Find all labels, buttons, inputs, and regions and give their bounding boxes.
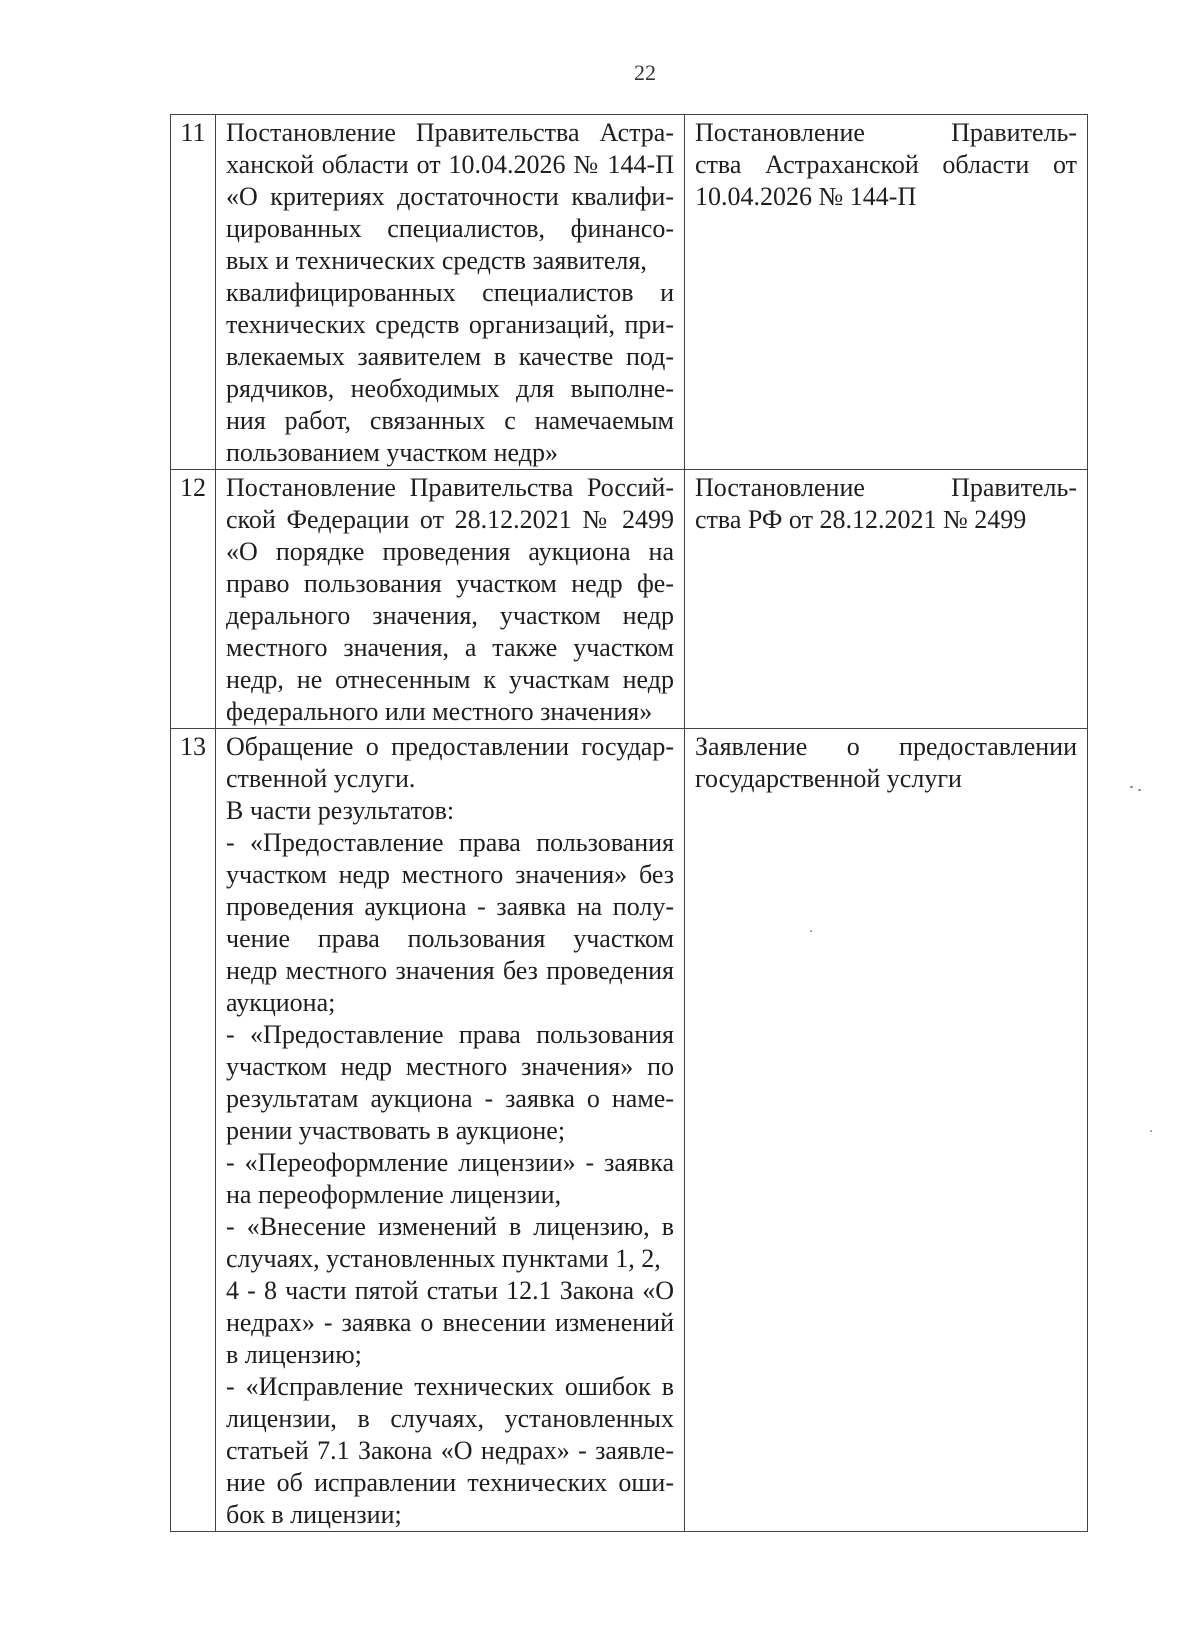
row-number: 12	[171, 470, 216, 729]
text-line: чение права пользования участком	[226, 924, 674, 953]
text-line: участком недр местного значения» по	[226, 1052, 674, 1081]
text-line: ние об исправлении технических оши-	[226, 1468, 674, 1497]
text-line: федерального или местного значения»	[226, 697, 653, 726]
text-line: лицензии, в случаях, установленных	[226, 1404, 674, 1433]
text-line: «О критериях достаточности квалифи-	[226, 182, 674, 211]
text-line: недр местного значения без проведения	[226, 956, 674, 985]
text-line: «О порядке проведения аукциона на	[226, 537, 674, 566]
text-line: - «Исправление технических ошибок в	[226, 1372, 674, 1401]
document-full-name	[216, 470, 685, 729]
text-line: ства РФ от 28.12.2021 № 2499	[695, 505, 1027, 534]
text-line: недрах» - заявка о внесении изменений	[226, 1308, 674, 1337]
text-line: статьей 7.1 Закона «О недрах» - заявле-	[226, 1436, 674, 1465]
document-short-name	[685, 115, 1088, 470]
text-line: ской Федерации от 28.12.2021 № 2499	[226, 505, 674, 534]
text-line: аукциона;	[226, 988, 336, 1017]
text-line: рядчиков, необходимых для выполне-	[226, 374, 674, 403]
text-line: недр, не отнесенным к участкам недр	[226, 665, 674, 694]
text-line: влекаемых заявителем в качестве под-	[226, 342, 674, 371]
text-line: Постановление Правитель-	[695, 118, 1077, 147]
scan-speck	[810, 930, 812, 932]
text-line: случаях, установленных пунктами 1, 2,	[226, 1244, 661, 1273]
document-short-name	[685, 470, 1088, 729]
text-line: Обращение о предоставлении государ-	[226, 732, 674, 761]
document-full-name	[216, 115, 685, 470]
table-row	[171, 115, 1088, 470]
text-line: вых и технических средств заявителя,	[226, 246, 647, 275]
text-line: технических средств организаций, при-	[226, 310, 674, 339]
text-line: бок в лицензии;	[226, 1500, 402, 1529]
row-number: 13	[171, 729, 216, 1532]
text-line: - «Переоформление лицензии» - заявка	[226, 1148, 674, 1177]
table-row	[171, 729, 1088, 1532]
text-line: ственной услуги.	[226, 764, 416, 793]
text-line: пользованием участком недр»	[226, 438, 558, 467]
text-line: - «Внесение изменений в лицензию, в	[226, 1212, 674, 1241]
text-line: рении участвовать в аукционе;	[226, 1116, 566, 1145]
document-short-name	[685, 729, 1088, 1532]
text-line: на переоформление лицензии,	[226, 1180, 562, 1209]
text-line: - «Предоставление права пользования	[226, 828, 674, 857]
row-number: 11	[171, 115, 216, 470]
text-line: 4 - 8 части пятой статьи 12.1 Закона «О	[226, 1276, 674, 1305]
text-line: цированных специалистов, финансо-	[226, 214, 674, 243]
text-line: проведения аукциона - заявка на полу-	[226, 892, 674, 921]
text-line: участком недр местного значения» без	[226, 860, 674, 889]
text-line: Постановление Правительства Россий-	[226, 473, 674, 502]
text-line: 10.04.2026 № 144-П	[695, 182, 917, 211]
text-line: В части результатов:	[226, 796, 455, 825]
text-line: результатам аукциона - заявка о наме-	[226, 1084, 674, 1113]
text-line: местного значения, а также участком	[226, 633, 674, 662]
text-line: ния работ, связанных с намечаемым	[226, 406, 674, 435]
text-line: дерального значения, участком недр	[226, 601, 674, 630]
text-line: Постановление Правитель-	[695, 473, 1077, 502]
page-number: 22	[634, 60, 656, 85]
text-line: в лицензию;	[226, 1340, 362, 1369]
text-line: государственной услуги	[695, 764, 962, 793]
documents-table	[170, 114, 1088, 1532]
text-line: ства Астраханской области от	[695, 150, 1077, 179]
scan-speck	[1138, 789, 1141, 791]
text-line: квалифицированных специалистов и	[226, 278, 674, 307]
text-line: Постановление Правительства Астра-	[226, 118, 674, 147]
text-line: ханской области от 10.04.2026 № 144-П	[226, 150, 674, 179]
text-line: Заявление о предоставлении	[695, 732, 1077, 761]
text-line: - «Предоставление права пользования	[226, 1020, 674, 1049]
table-row	[171, 470, 1088, 729]
text-line: право пользования участком недр фе-	[226, 569, 674, 598]
scan-speck	[1130, 786, 1133, 788]
document-full-name	[216, 729, 685, 1532]
scan-speck	[1150, 1130, 1152, 1132]
